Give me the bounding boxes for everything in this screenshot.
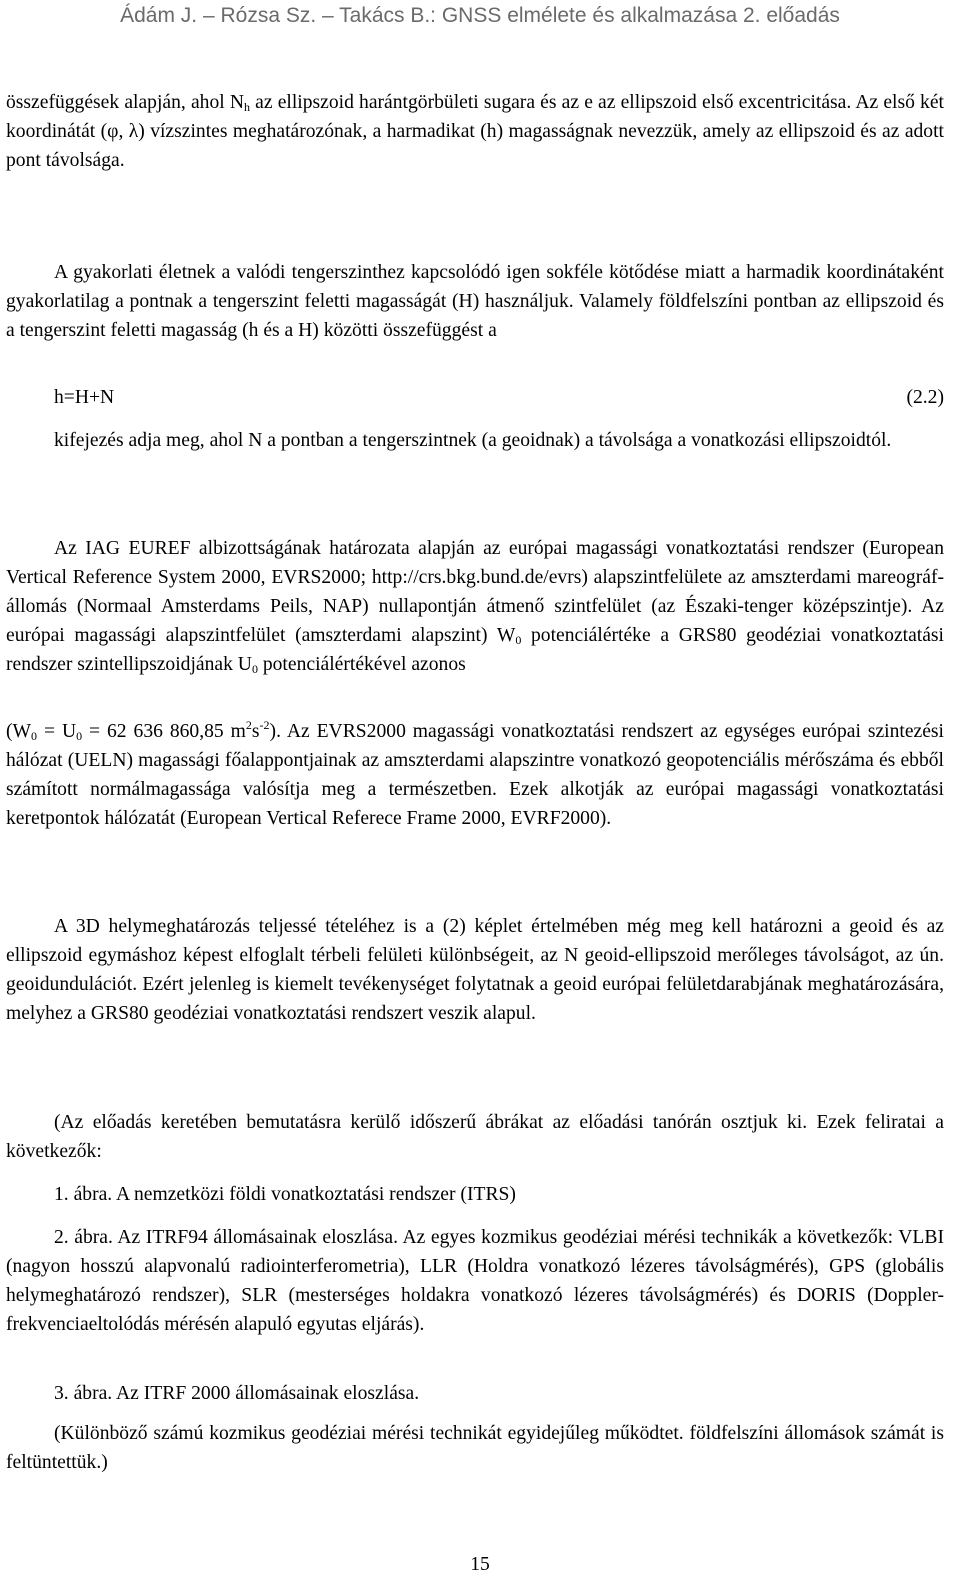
running-header: Ádám J. – Rózsa Sz. – Takács B.: GNSS elmélete és alkalmazása 2. előadás (120, 4, 840, 27)
figure-caption-1: 1. ábra. A nemzetközi földi vonatkoztatási rendszer (ITRS) (54, 1184, 516, 1205)
subscript-h: h (244, 100, 250, 114)
page-number: 15 (470, 1554, 490, 1575)
paragraph-4: Az IAG EUREF albizottságának határozata alapján az európai magassági vonatkoztatási rendszer (European Vertical Reference System 2000, EVRS2000; http://crs.bkg.bund.de/evrs) alapszintfelülete az amszterdami mareográf-állomás (Normaal Amsterdams Peils, NAP) nullapontján átmenő szintfelület (az Északi-tenger középszintje). Az európai magassági alapszintfelület (amszterdami alapszint) $W_0$ potenciálértéke a GRS80 geodéziai vonatkoztatási rendszer szintellipszoidjának $U_0$ potenciálértékével azonos (6, 538, 944, 676)
equation-formula: h=H+N (54, 387, 115, 408)
paragraph-3: kifejezés adja meg, ahol N a pontban a tengerszintnek (a geoidnak) a távolsága a vonatkozási ellipszoidtól. (54, 430, 892, 451)
figure-caption-3: 3. ábra. Az ITRF 2000 állomásainak eloszlása. (54, 1383, 420, 1404)
paragraph-1-text-b: az ellipszoid harántgörbületi sugara és az e az ellipszoid első excentricitása. Az első két koordinátát (φ, λ) vízszintes meghatározónak, a harmadikat (h) magasságnak nevezzük, amely az ellipszoid és az adott pont távolsága. (6, 92, 944, 171)
superscript-2: 2 (245, 718, 252, 732)
subscript-u0: 0 (251, 662, 258, 676)
equation-row (6, 383, 944, 413)
figure-caption-2: 2. ábra. Az ITRF94 állomásainak eloszlása. Az egyes kozmikus geodéziai mérési technikák a következők: VLBI (nagyon hosszú alapvonalú radiointerferometria), LLR (Holdra vonatkozó lézeres távolságmérés), GPS (globális helymeghatározó rendszer), SLR (mesterséges holdakra vonatkozó lézeres távolságmérés) és DORIS (Doppler-frekvenciaeltolódás mérésén alapuló egyutas eljárás). (6, 1227, 944, 1335)
paragraph-1-text-a: összefüggések alapján, ahol N (6, 92, 244, 113)
paragraph-2: A gyakorlati életnek a valódi tengerszinthez kapcsolódó igen sokféle kötődése miatt a harmadik koordinátaként gyakorlatilag a pontnak a tengerszint feletti magasságát (H) használjuk. Valamely földfelszíni pontban az ellipszoid és a tengerszint feletti magasság (h és a H) közötti összefüggést a (6, 262, 944, 341)
equation-number: (2.2) (906, 387, 944, 408)
paragraph-5: A 3D helymeghatározás teljessé tételéhez is a (2) képlet értelmében még meg kell határozni a geoid és az ellipszoid egymáshoz képest elfoglalt térbeli felületi különbségeit, az N geoid-ellipszoid merőleges távolságot, az ún. geoidundulációt. Ezért jelenleg is kiemelt tevékenységet folytatnak a geoid európai felületdarabjának meghatározására, melyhez a GRS80 geodéziai vonatkoztatási rendszert veszik alapul. (6, 916, 944, 1024)
subscript-w0: 0 (515, 633, 522, 647)
paragraph-7: (Különböző számú kozmikus geodéziai mérési technikát egyidejűleg működtet. földfelszíni állomások számát is feltüntettük.) (6, 1423, 944, 1473)
superscript-minus-2: -2 (259, 718, 270, 732)
paragraph-4-continued: ($W_0 = U_0 = 62$ 636 860,85 $m^2s^{-2}$). Az EVRS2000 magassági vonatkoztatási rendszert az egységes európai szintezési hálózat (UELN) magassági főalappontjainak az amszterdami alapszintre vonatkozó geopotenciális mérőszáma és ebből számított normálmagassága valósítja meg a természetben. Ezek alkotják az európai magassági vonatkoztatási keretpontok hálózatát (European Vertical Referece Frame 2000, EVRF2000). (6, 718, 944, 829)
paragraph-6: (Az előadás keretében bemutatásra kerülő időszerű ábrákat az előadási tanórán osztjuk ki. Ezek feliratai a következők: (6, 1112, 944, 1162)
paragraph-1 (6, 88, 944, 175)
